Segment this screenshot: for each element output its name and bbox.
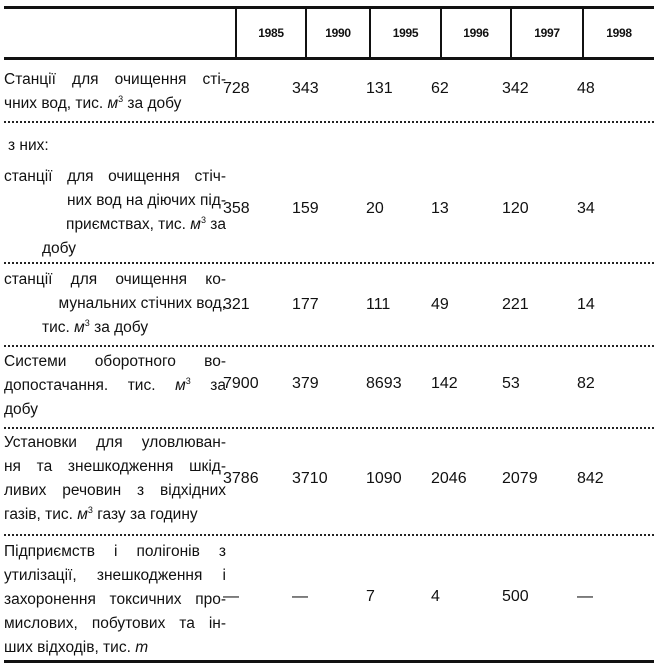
year-header-1995: 1995 [371,9,442,57]
row-label-line: Установки для уловлюван- [4,434,226,451]
table-cell-1990: 159 [292,200,319,217]
table-cell-1996: 49 [431,296,449,313]
row-label-line: мунальних стічних вод, [58,295,226,312]
row-label-line: них вод на діючих під- [66,192,226,209]
table-cell-1997: 342 [502,80,529,97]
table-cell-1997: 120 [502,200,529,217]
table-cell-1985: 358 [223,200,250,217]
table-cell-1997: 2079 [502,470,538,487]
row-divider [4,262,654,264]
table-cell-1997: 53 [502,375,520,392]
table-cell-1998: — [577,588,593,605]
table-cell-1996: 13 [431,200,449,217]
row-label-line: станції для очищення стіч- [4,168,226,185]
table-cell-1998: 14 [577,296,595,313]
row-label-line: ливих речовин з відхідних [4,482,226,499]
row-divider [4,534,654,536]
table-cell-1985: — [223,588,239,605]
row-divider [4,427,654,429]
row-label-line: захоронення токсичних про- [4,591,226,608]
row-label [8,134,230,158]
row-label-line: утилізації, знешкодження і [4,567,226,584]
table-cell-1990: 379 [292,375,319,392]
table-cell-1995: 131 [366,80,393,97]
table-cell-1990: 177 [292,296,319,313]
table-cell-1995: 8693 [366,375,402,392]
row-label-line: добу [4,401,38,418]
year-header-1990: 1990 [307,9,371,57]
row-label-line: приємствах, тис. $м^3$ за [66,214,226,233]
year-header-1985: 1985 [237,9,307,57]
table-cell-1995: 111 [366,296,391,313]
row-label [4,540,226,660]
row-label-line: мислових, побутових та ін- [4,615,226,632]
table-cell-1985: 7900 [223,375,259,392]
year-header-1996: 1996 [442,9,512,57]
row-divider [4,121,654,123]
row-label-line: Станції для очищення сті- [4,71,226,88]
row-label-line: ня та знешкодження шкід- [4,458,226,475]
row-divider [4,345,654,347]
table-cell-1998: 82 [577,375,595,392]
row-label [4,165,226,261]
row-label-line: газів, тис. $м^3$ газу за годину [4,504,198,523]
row-label-line: з них: [8,137,49,154]
table-cell-1985: 321 [223,296,250,313]
table-cell-1998: 34 [577,200,595,217]
table-bottom-rule [4,660,654,663]
row-label-line: чних вод, тис. $м^3$ за добу [4,93,182,112]
header-empty-cell [4,9,237,57]
year-header-1998: 1998 [606,26,632,40]
table-cell-1996: 2046 [431,470,467,487]
row-label-line: Системи оборотного во- [4,353,226,370]
year-header-1997: 1997 [512,9,584,57]
table-cell-1995: 20 [366,200,384,217]
table-cell-1990: 3710 [292,470,328,487]
table-cell-1997: 221 [502,296,529,313]
table-cell-1998: 842 [577,470,604,487]
table-cell-1997: 500 [502,588,529,605]
row-label-line: Підприємств і полігонів з [4,543,226,560]
table-header-row [4,6,654,60]
table-cell-1985: 728 [223,80,250,97]
row-label-line: добу [42,240,76,257]
table-cell-1990: — [292,588,308,605]
table-cell-1990: 343 [292,80,319,97]
table-cell-1996: 142 [431,375,458,392]
table-cell-1995: 1090 [366,470,402,487]
row-label-line: станції для очищення ко- [4,271,226,288]
row-label [4,431,226,527]
table-cell-1985: 3786 [223,470,259,487]
row-label [4,350,226,422]
row-label-line: ших відходів, тис. т [4,639,149,656]
row-label-line: тис. $м^3$ за добу [42,317,149,336]
row-label [4,268,226,340]
row-label-line: допостачання. тис. $м^3$ за [4,375,226,394]
table-cell-1995: 7 [366,588,375,605]
table-cell-1998: 48 [577,80,595,97]
table-cell-1996: 62 [431,80,449,97]
table-cell-1996: 4 [431,588,440,605]
row-label [4,68,226,116]
